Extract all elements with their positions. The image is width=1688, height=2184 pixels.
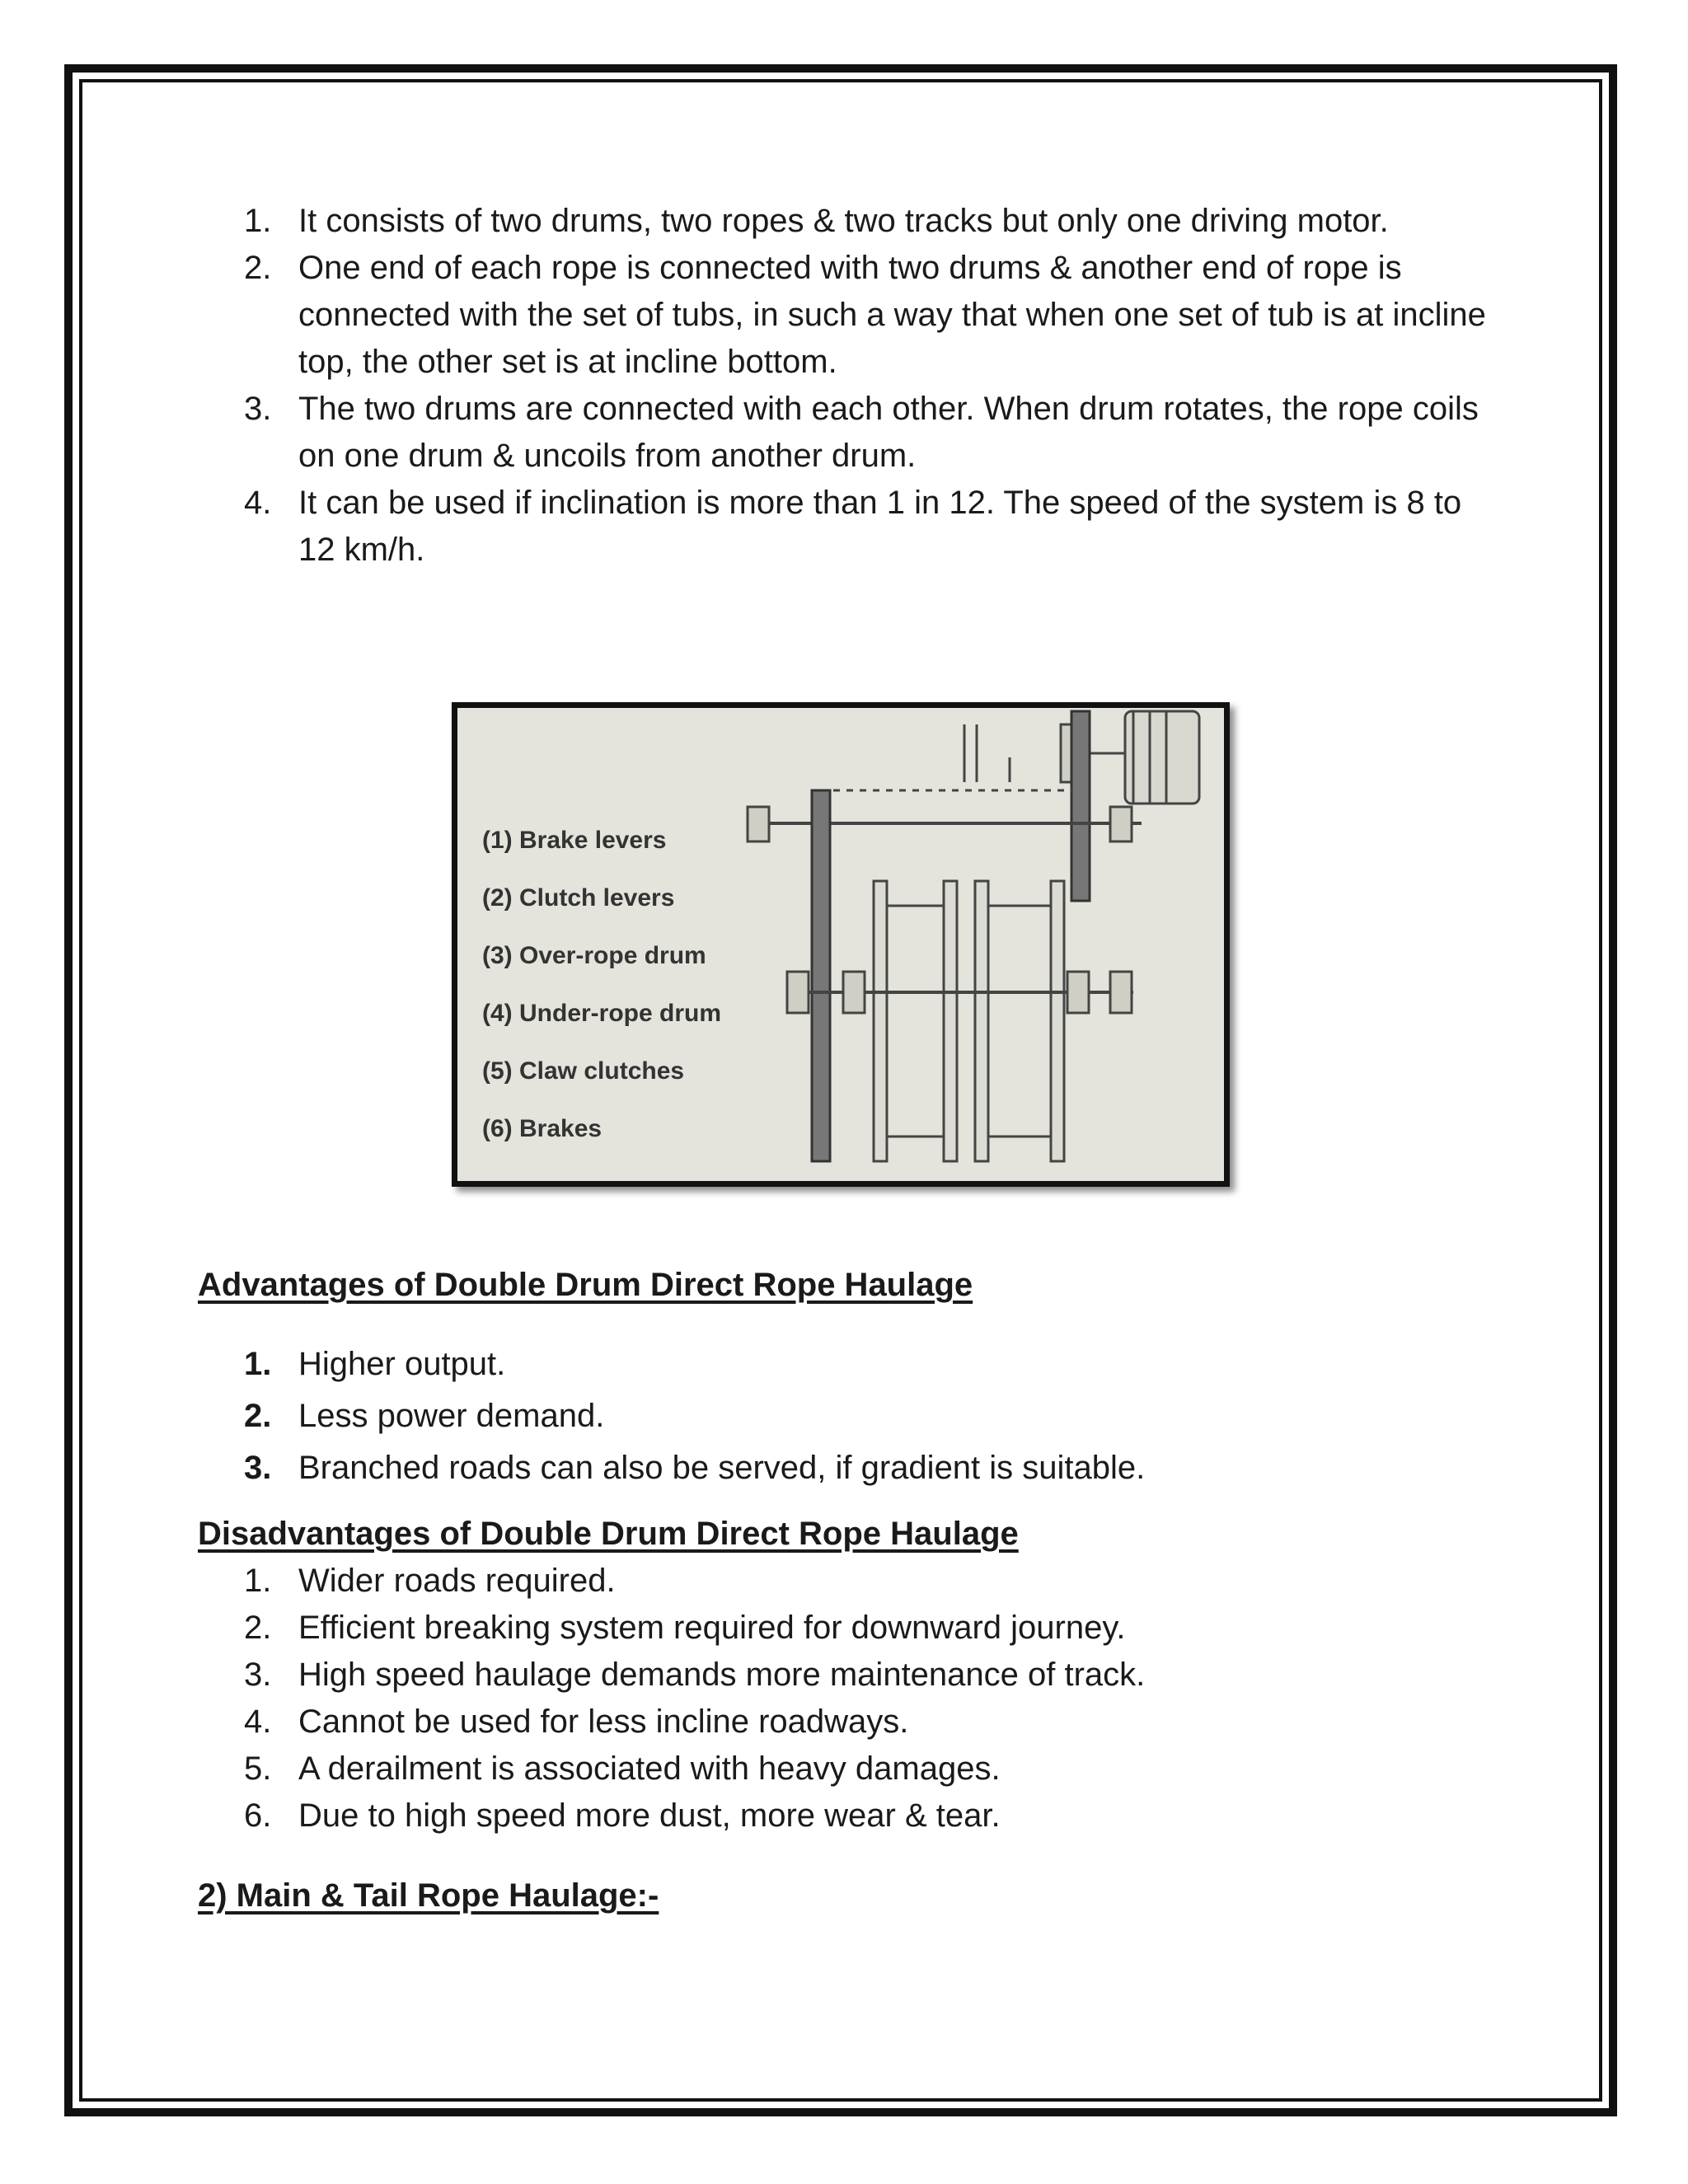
- advantages-list: [198, 1338, 1500, 1494]
- legend-item: (5) Claw clutches: [482, 1057, 685, 1085]
- advantages-heading: Advantages of Double Drum Direct Rope Haulage: [198, 1267, 973, 1303]
- disadvantages-list: [198, 1558, 1500, 1840]
- legend-item: (3) Over-rope drum: [482, 942, 706, 969]
- list-item: 3. Branched roads can also be served, if gradient is suitable.: [244, 1450, 1146, 1486]
- legend-item: (6) Brakes: [482, 1115, 603, 1142]
- double-drum-diagram: [457, 708, 1224, 1181]
- list-item: 4. It can be used if inclination is more than 1 in 12. The speed of the system is 8 to 12 km/h.: [244, 485, 1462, 568]
- list-item: 5. A derailment is associated with heavy damages.: [244, 1750, 1001, 1787]
- list-item: 3. High speed haulage demands more maintenance of track.: [244, 1657, 1146, 1693]
- list-item: 2. Less power demand.: [244, 1398, 605, 1434]
- haulage-diagram-figure: [452, 702, 1230, 1187]
- list-item: 2. Efficient breaking system required for downward journey.: [244, 1610, 1126, 1646]
- list-item: 4. Cannot be used for less incline roadways.: [244, 1704, 909, 1740]
- list-item: 3. The two drums are connected with each other. When drum rotates, the rope coils on one drum & uncoils from another drum.: [244, 391, 1479, 474]
- legend-item: (4) Under-rope drum: [482, 1000, 722, 1027]
- list-item: 1. It consists of two drums, two ropes & two tracks but only one driving motor.: [244, 203, 1389, 239]
- list-item: 6. Due to high speed more dust, more wear & tear.: [244, 1797, 1001, 1834]
- disadvantages-heading: Disadvantages of Double Drum Direct Rope Haulage: [198, 1516, 1019, 1552]
- legend-item: (1) Brake levers: [482, 827, 667, 854]
- list-item: 1. Higher output.: [244, 1346, 506, 1382]
- intro-list: [198, 198, 1500, 574]
- section-2-heading: 2) Main & Tail Rope Haulage:-: [198, 1877, 659, 1914]
- legend-item: (2) Clutch levers: [482, 884, 675, 912]
- list-item: 1. Wider roads required.: [244, 1563, 616, 1599]
- list-item: 2. One end of each rope is connected with two drums & another end of rope is connected with the set of tubs, in such a way that when one set of tub is at incline top, the other set is at incline bottom.: [244, 250, 1486, 380]
